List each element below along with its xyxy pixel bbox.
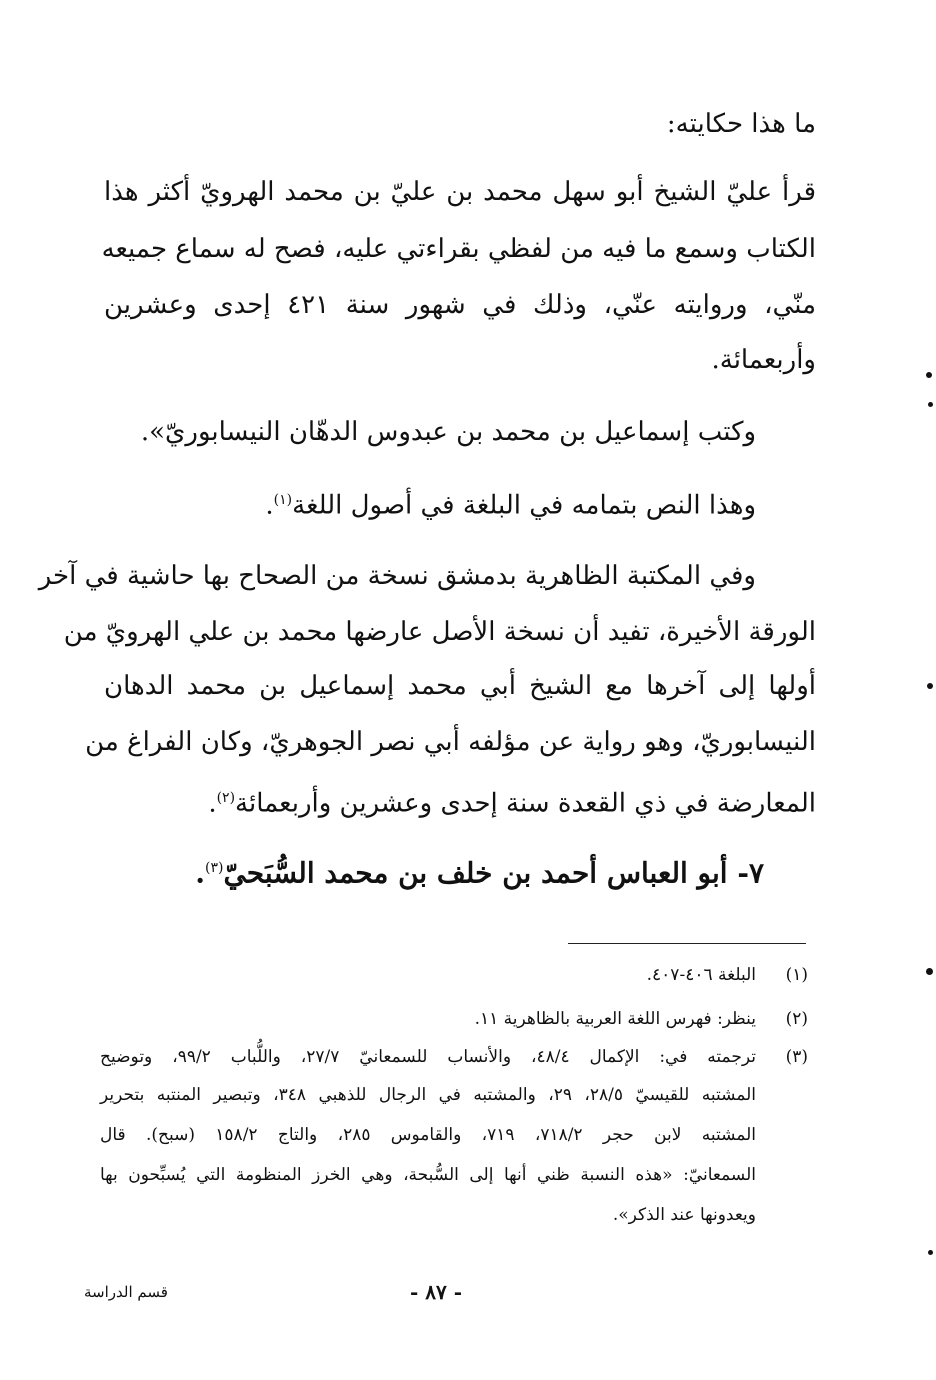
running-footer-section: قسم الدراسة — [84, 1283, 168, 1301]
para1-line-2: الكتاب وسمع ما فيه من لفظي بقراءتي عليه، فصح له سماع جميعه — [101, 234, 816, 264]
source-text: وهذا النص بتمامه في البلغة في أصول اللغة — [292, 490, 756, 521]
footnote-3-line-4: السمعانيّ: «هذه النسبة ظني أنها إلى السُّبحة، وهي الخرز المنظومة التي يُسبِّحون بها — [100, 1165, 756, 1185]
footnote-2-text: ينظر: فهرس اللغة العربية بالظاهرية ١١. — [474, 1009, 756, 1029]
para4-line-5-text: المعارضة في ذي القعدة سنة إحدى وعشرين وأربعمائة — [235, 788, 816, 819]
para4-line-3: أولها إلى آخرها مع الشيخ أبي محمد إسماعيل بن محمد الدهان — [104, 671, 816, 701]
para4-line-1: وفي المكتبة الظاهرية بدمشق نسخة من الصحاح بها حاشية في آخر — [38, 561, 756, 591]
source-end: . — [265, 490, 274, 521]
scan-speck — [928, 402, 933, 407]
heading-end: . — [195, 856, 205, 890]
para4-end: . — [208, 788, 217, 819]
intro-line: ما هذا حكايته: — [666, 109, 816, 139]
source-line — [265, 480, 756, 526]
footnote-3-line-3: المشتبه لابن حجر ٧١٨/٢، ٧١٩، والقاموس ٢٨٥، والتاج ١٥٨/٢ (سبح). قال — [100, 1125, 756, 1145]
footnote-ref-1[interactable]: (١) — [273, 492, 293, 508]
footnote-3-line-2: المشتبه للقيسيّ ٢٨/٥، ٢٩، والمشتبه في الرجال للذهبي ٣٤٨، وتبصير المنتبه بتحرير — [100, 1085, 756, 1105]
scan-speck — [926, 372, 932, 378]
heading-text: ٧- أبو العباس أحمد بن خلف بن محمد السُّبَحيّ — [223, 856, 764, 890]
signature-line: وكتب إسماعيل بن محمد بن عبدوس الدهّان النيسابوريّ». — [140, 417, 756, 447]
para4-line-2: الورقة الأخيرة، تفيد أن نسخة الأصل عارضها محمد بن علي الهرويّ من — [63, 617, 816, 647]
footnote-3-line-1: ترجمته في: الإكمال ٤٨/٤، والأنساب للسمعانيّ ٢٧/٧، واللُّباب ٩٩/٢، وتوضيح — [100, 1047, 756, 1067]
scan-speck — [927, 683, 933, 689]
page-number: - ٨٧ - — [410, 1280, 463, 1304]
scan-speck — [928, 1250, 933, 1255]
footnote-ref-3[interactable]: (٣) — [205, 860, 224, 876]
footnote-3-line-5: ويعدونها عند الذكر». — [612, 1205, 756, 1225]
footnote-3-number: (٣) — [785, 1047, 808, 1067]
footnote-1-number: (١) — [785, 965, 808, 985]
para1-line-1: قرأ عليّ الشيخ أبو سهل محمد بن عليّ بن محمد الهرويّ أكثر هذا — [104, 177, 816, 207]
para1-line-4: وأربعمائة. — [711, 345, 816, 375]
section-heading — [195, 848, 764, 893]
para4-line-4: النيسابوريّ، وهو رواية عن مؤلفه أبي نصر الجوهريّ، وكان الفراغ من — [85, 727, 816, 757]
footnote-2-number: (٢) — [785, 1009, 808, 1029]
para1-line-3: منّي، وروايته عنّي، وذلك في شهور سنة ٤٢١ إحدى وعشرين — [104, 290, 817, 320]
footnote-separator — [568, 943, 806, 944]
footnote-1-text: البلغة ٤٠٦-٤٠٧. — [646, 965, 756, 985]
scan-speck — [926, 968, 933, 975]
footnote-ref-2[interactable]: (٢) — [216, 790, 236, 806]
para4-line-5 — [208, 778, 816, 824]
